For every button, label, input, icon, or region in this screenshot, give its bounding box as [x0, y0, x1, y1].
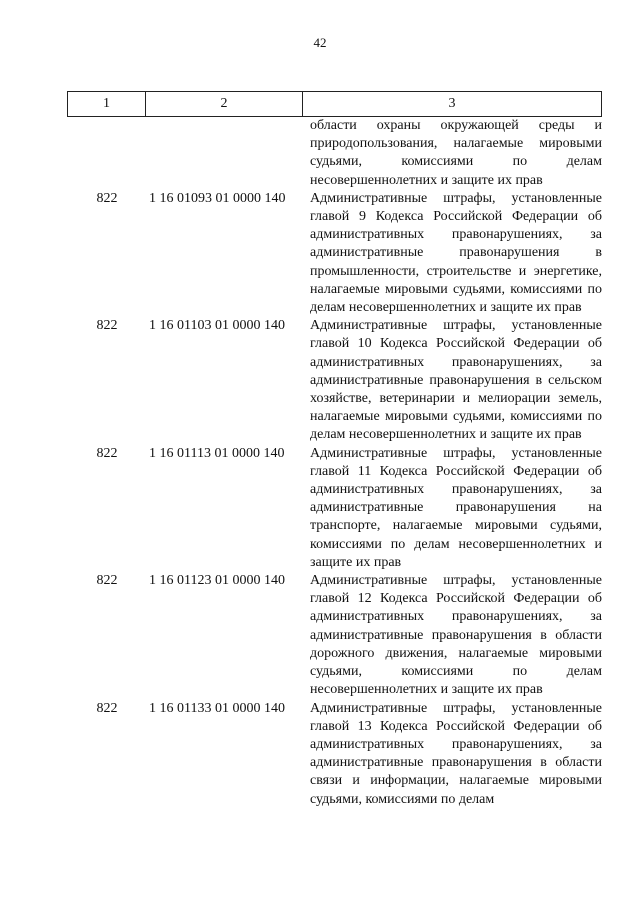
description-cell: Административные штрафы, установленные главой 9 Кодекса Российской Федерации об административных правонарушениях, за административные правонарушения в промышленности, строительстве и энергетике, налагаемые мировыми судьями, комиссиями по делам несовершеннолетних и защите их прав: [310, 190, 602, 316]
table-row-continuation: [67, 117, 602, 190]
description-cell: области охраны окружающей среды и природопользования, налагаемые мировыми судьями, комиссиями по делам несовершеннолетних и защите их прав: [310, 118, 602, 188]
kbk-cell: 1 16 01103 01 0000 140: [149, 318, 285, 334]
kbk-cell: 1 16 01093 01 0000 140: [149, 190, 286, 206]
admin-code-cell: 822: [96, 700, 118, 716]
admin-code-cell: 822: [96, 318, 118, 334]
admin-code-cell: 822: [96, 445, 118, 461]
header-col-1: 1: [68, 92, 146, 116]
table-row: [67, 317, 602, 444]
description-cell: Административные штрафы, установленные главой 11 Кодекса Российской Федерации об административных правонарушениях, за административные правонарушения на транспорте, налагаемые мировыми судьями, комиссиями по делам несовершеннолетних и защите их прав: [310, 445, 602, 570]
table-header: [67, 91, 602, 117]
description-cell: Административные штрафы, установленные главой 12 Кодекса Российской Федерации об административных правонарушениях, за административные правонарушения в области дорожного движения, налагаемые мировыми судьями, комиссиями по делам несовершеннолетних и защите их прав: [310, 573, 602, 698]
kbk-cell: 1 16 01123 01 0000 140: [149, 573, 285, 589]
description-cell: Административные штрафы, установленные главой 13 Кодекса Российской Федерации об административных правонарушениях, за административные правонарушения в области связи и информации, налагаемые мировыми судьями, комиссиями по делам: [310, 700, 602, 807]
header-col-2: 2: [146, 92, 303, 116]
table-row: [67, 190, 602, 317]
kbk-cell: 1 16 01113 01 0000 140: [149, 445, 285, 461]
table-row: [67, 572, 602, 699]
table-row: [67, 700, 602, 809]
kbk-cell: 1 16 01133 01 0000 140: [149, 700, 285, 716]
page-number: 42: [313, 35, 327, 50]
header-col-3: 3: [448, 96, 456, 111]
admin-code-cell: 822: [96, 190, 118, 206]
table-row: [67, 445, 602, 572]
admin-code-cell: 822: [96, 573, 118, 589]
table-body: [67, 117, 602, 809]
description-cell: Административные штрафы, установленные главой 10 Кодекса Российской Федерации об административных правонарушениях, за административные правонарушения в сельском хозяйстве, ветеринарии и мелиорации земель, налагаемые мировыми судьями, комиссиями по делам несовершеннолетних и защите их прав: [310, 318, 602, 443]
